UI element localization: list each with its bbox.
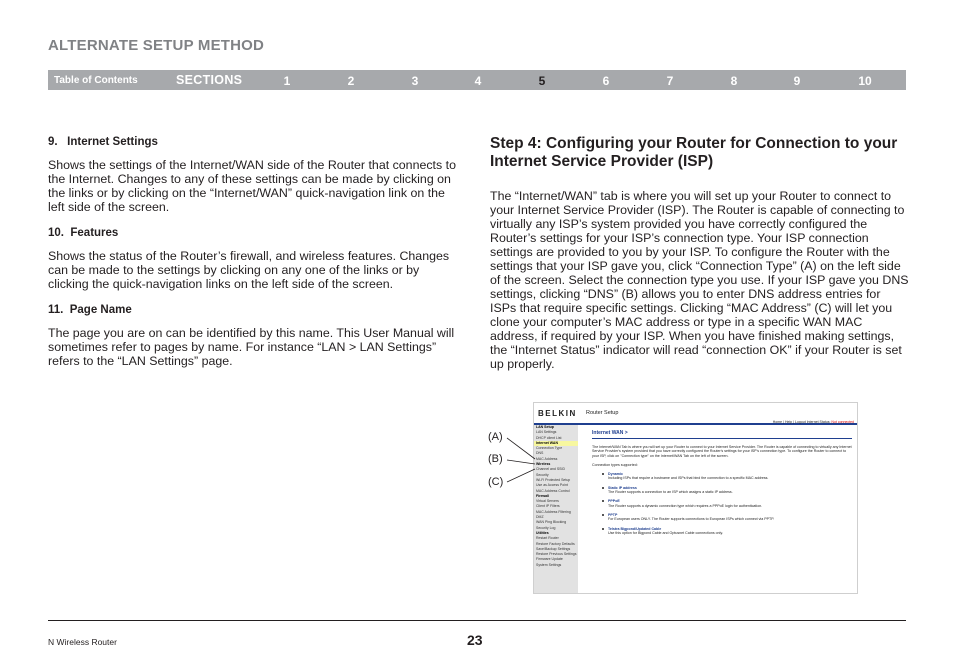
section-link-9[interactable]: 9 <box>793 74 801 88</box>
screenshot-supported-label: Connection types supported: <box>592 462 638 467</box>
screenshot-sidebar-item[interactable]: Wireless <box>536 462 551 467</box>
screenshot-sidebar-item[interactable]: System Settings <box>536 562 562 567</box>
screenshot-connection-type-item <box>592 499 852 508</box>
screenshot-top-links <box>773 420 854 424</box>
belkin-logo: BELKIN <box>538 409 577 418</box>
step-title: Step 4: Configuring your Router for Connection to your Internet Service Provider (ISP) <box>490 135 898 170</box>
screenshot-sidebar-item[interactable]: MAC Address Filtering <box>536 509 571 514</box>
screenshot-main <box>592 430 852 535</box>
screenshot-sidebar-item[interactable]: LAN Settings <box>536 430 557 435</box>
bullet-icon <box>602 487 604 489</box>
connection-type-name: PPPoE <box>608 499 620 504</box>
screenshot-sidebar-item[interactable]: Save/Backup Settings <box>536 546 571 551</box>
screenshot-sidebar-item[interactable]: Wi-Fi Protected Setup <box>536 477 571 482</box>
screenshot-intro: The Internet/WAN Tab is where you will set up your Router to connect to your Internet Service Provider. The Router is capable of connecting to virtually any Internet Service Provider's system provided that you have correctly configured the Router's settings for your ISP's connection type. To configure the Router to connect to your ISP, click on "Connection type" on the Internet/WAN Tab on the left of the screen. <box>592 445 852 458</box>
item-body-features: Shows the status of the Router’s firewall, and wireless features. Changes can be made to the settings by clicking on any one of the links or by clicking the quick-navigation links on the left side of the screen. <box>48 249 450 291</box>
screenshot-sidebar-item[interactable]: Restart Router <box>536 536 559 541</box>
screenshot-sidebar-item[interactable]: DNS <box>536 451 544 456</box>
callout-a: (A) <box>488 431 503 443</box>
item-heading-page-name: 11. Page Name <box>48 304 132 316</box>
screenshot-sidebar-item[interactable]: Use as Access Point <box>536 483 568 488</box>
screenshot-title-rule <box>592 438 852 439</box>
section-link-1[interactable]: 1 <box>283 74 291 88</box>
connection-type-desc: Including ISPs that require a hostname and ISPs that bind the connection to a specific MAC address. <box>608 476 769 481</box>
screenshot-nav-links: Home | Help | Logout Internet Status: <box>772 420 831 424</box>
screenshot-connection-type-item <box>592 513 852 522</box>
section-link-3[interactable]: 3 <box>411 74 419 88</box>
screenshot-sidebar-item[interactable]: Security Log <box>536 525 556 530</box>
screenshot-connection-type-item <box>592 527 852 536</box>
screenshot-sidebar-item[interactable]: DHCP client List <box>536 435 562 440</box>
screenshot-sidebar-item[interactable]: DMZ <box>536 515 544 520</box>
section-link-7[interactable]: 7 <box>666 74 674 88</box>
screenshot-sidebar-item[interactable]: Virtual Servers <box>536 499 559 504</box>
screenshot-sidebar-item[interactable]: Firewall <box>536 493 550 498</box>
callout-line-c <box>507 469 535 482</box>
connection-type-desc: For European users ONLY. The Router supports connections to European ISPs which connect via PPTP. <box>608 517 775 522</box>
screenshot-sidebar-item[interactable]: Restore Previous Settings <box>536 552 577 557</box>
screenshot-sidebar-item[interactable]: MAC Address <box>536 456 558 461</box>
connection-type-desc: The Router supports a connection to an ISP which assigns a static IP address. <box>608 490 733 495</box>
item-body-internet-settings: Shows the settings of the Internet/WAN side of the Router that connects to the Internet. Changes to any of these settings can be made by clicking on the links or by clicking on the “Internet/WAN” quick-navigation link on the left side of the screen. <box>48 158 456 214</box>
right-column <box>490 135 910 371</box>
screenshot-sidebar-item[interactable]: Connection Type <box>536 446 563 451</box>
section-link-6[interactable]: 6 <box>602 74 610 88</box>
bullet-icon <box>602 514 604 516</box>
screenshot-sidebar-item[interactable]: Channel and SSID <box>536 467 565 472</box>
footer-product-name: N Wireless Router <box>48 637 117 647</box>
table-of-contents-link[interactable]: Table of Contents <box>54 75 138 86</box>
connection-type-name: Telstra Bigpond/Updated Cable <box>608 526 662 531</box>
footer-rule <box>48 620 906 621</box>
section-link-2[interactable]: 2 <box>347 74 355 88</box>
screenshot-connection-type-item <box>592 486 852 495</box>
callout-b: (B) <box>488 453 503 465</box>
item-body-page-name: The page you are on can be identified by this name. This User Manual will sometimes refer to pages by name. For instance “LAN > LAN Settings” refers to the “LAN Settings” page. <box>48 326 455 368</box>
screenshot-sidebar-item[interactable]: LAN Setup <box>536 425 554 429</box>
screenshot-sidebar-item[interactable]: Security <box>536 472 549 477</box>
bullet-icon <box>602 500 604 502</box>
section-link-5[interactable]: 5 <box>538 74 546 88</box>
callout-c: (C) <box>488 476 504 488</box>
item-heading-internet-settings: 9. Internet Settings <box>48 136 158 148</box>
screenshot-sidebar-item[interactable]: WAN Ping Blocking <box>536 520 567 525</box>
connection-type-desc: The Router supports a dynamic connection type which requires a PPPoE login for authentication. <box>608 503 763 508</box>
left-column <box>48 135 463 368</box>
bullet-icon <box>602 528 604 530</box>
callout-line-b <box>507 460 535 464</box>
screenshot-sidebar-item[interactable]: Firmware Update <box>536 557 563 562</box>
section-link-4[interactable]: 4 <box>474 74 482 88</box>
section-header-title: ALTERNATE SETUP METHOD <box>48 37 265 54</box>
screenshot-topbar <box>534 403 857 425</box>
screenshot-sidebar-item[interactable]: Internet WAN <box>534 441 578 446</box>
bullet-icon <box>602 473 604 475</box>
screenshot-connection-types <box>592 472 852 535</box>
screenshot-sidebar-item[interactable]: Utilities <box>536 530 549 535</box>
sections-label: SECTIONS <box>176 73 243 87</box>
screenshot-sidebar-item[interactable]: MAC Address Control <box>536 488 570 493</box>
connection-type-name: PPTP <box>608 512 618 517</box>
router-setup-screenshot <box>533 402 858 594</box>
section-link-10[interactable]: 10 <box>858 74 872 88</box>
callout-leaders <box>505 430 545 490</box>
page-number: 23 <box>467 632 483 648</box>
screenshot-app-title: Router Setup <box>586 410 619 416</box>
callout-line-a <box>507 438 535 459</box>
screenshot-page-title: Internet WAN > <box>592 430 628 436</box>
connection-type-desc: Use this option for Bigpond Cable and Optusnet Cable connections only. <box>608 530 724 535</box>
item-heading-features: 10. Features <box>48 227 119 239</box>
connection-type-name: Dynamic <box>608 472 623 477</box>
step-body: The “Internet/WAN” tab is where you will set up your Router to connect to your Internet Service Provider (ISP). The Router is capable of connecting to virtually any ISP’s system provided you have correctly configured the Router’s settings for your ISP’s connection type. Your ISP connection settings are provided to you by your ISP. To configure the Router with the settings that your ISP gave you, click “Connection Type” (A) on the left side of the screen. Select the connection type you use. If your ISP gave you DNS settings, clicking “DNS” (B) allows you to enter DNS address entries for ISPs that require specific settings. Clicking “MAC Address” (C) will let you clone your computer’s MAC address or type in a specific WAN MAC address, if required by your ISP. When you have finished making settings, the “Internet Status” indicator will read “connection OK” if your Router is set up properly. <box>490 189 909 371</box>
connection-type-name: Static IP address <box>608 485 637 490</box>
internet-status-value: Not connected <box>831 420 854 424</box>
sections-navbar <box>48 70 906 90</box>
screenshot-sidebar-item[interactable]: Client IP Filters <box>536 504 560 509</box>
screenshot-sidebar-item[interactable]: Restore Factory Defaults <box>536 541 575 546</box>
screenshot-connection-type-item <box>592 472 852 481</box>
section-link-8[interactable]: 8 <box>730 74 738 88</box>
